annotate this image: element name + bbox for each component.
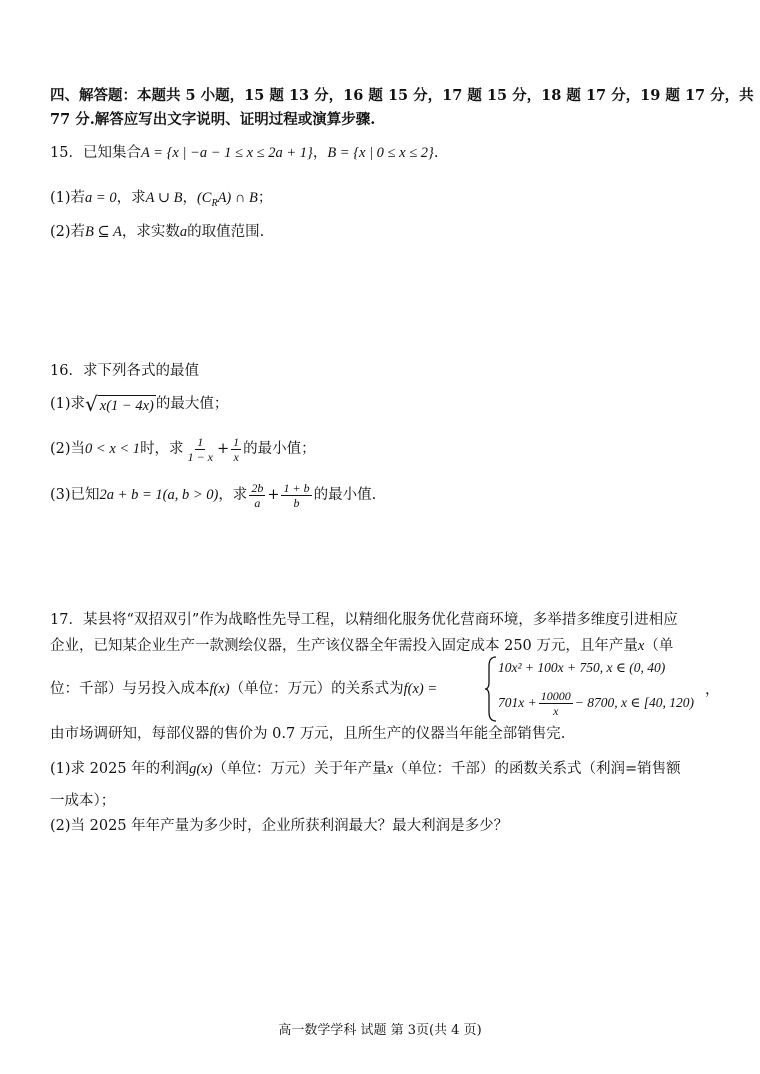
q15-part1: (1)若a = 0，求A ∪ B，$(C_RA)$ ∩ B；	[50, 190, 273, 209]
fraction: $\frac{2b}{a}$	[251, 480, 264, 510]
fraction: $\frac{1}{x}$	[233, 434, 240, 464]
left-brace-icon	[484, 656, 498, 722]
fraction: $\frac{10000}{x}$	[540, 689, 571, 719]
q15-stem: 15．已知集合A = {x | −a − 1 ≤ x ≤ 2a + 1}，B = {x | 0 ≤ x ≤ 2}.	[50, 145, 439, 161]
section-header-line1: 四、解答题：本题共 5 小题，15 题 13 分，16 题 15 分，17 题 15 分，18 题 17 分，19 题 17 分，共	[50, 87, 754, 104]
q17-part1-cont: 一成本）；	[50, 793, 116, 809]
q16-part3: (3)已知2a + b = 1(a, b > 0)，求 $\frac{2b}{a}$ + $\frac{1 + b}{b}$ 的最小值.	[50, 480, 377, 510]
q16-stem: 16．求下列各式的最值	[50, 363, 199, 379]
q15-part2: (2)若B ⊆ A，求实数a的取值范围.	[50, 224, 265, 240]
q16-part1: (1)求 √ x(1 − 4x) 的最大值；	[50, 391, 229, 416]
piecewise-case2: 701x + $\frac{10000}{x}$ − 8700, x ∈ [40, 120)	[498, 689, 694, 719]
fraction: $\frac{1 + b}{b}$	[283, 480, 310, 510]
fraction: $\frac{1}{1 - x}$	[187, 434, 213, 464]
piecewise-function	[484, 656, 714, 722]
q17-line1: 17．某县将“双招双引”作为战略性先导工程，以精细化服务优化营商环境，多举措多维度引进相应	[50, 612, 678, 628]
set-b-definition: B = {x | 0 ≤ x ≤ 2}	[327, 145, 434, 161]
q17-part1: (1)求 2025 年的利润g(x)（单位：万元）关于年产量x（单位：千部）的函数关系式（利润=销售额	[50, 761, 681, 777]
page-footer: 高一数学学科 试题 第 3页(共 4 页)	[278, 1023, 482, 1038]
q16-part2: (2)当0 < x < 1时，求 $\frac{1}{1 - x}$ + $\frac{1}{x}$ 的最小值；	[50, 434, 316, 464]
set-a-definition: A = {x | −a − 1 ≤ x ≤ 2a + 1}	[140, 145, 313, 161]
q17-line3: 位：千部）与另投入成本f(x)（单位：万元）的关系式为f(x) =	[50, 681, 438, 697]
piecewise-case1: 10x² + 100x + 750, x ∈ (0, 40)	[498, 660, 666, 675]
square-root: √ x(1 − 4x)	[85, 391, 154, 416]
q17-part2: (2)当 2025 年年产量为多少时，企业所获利润最大？最大利润是多少？	[50, 818, 509, 834]
q17-line4: 由市场调研知，每部仪器的售价为 0.7 万元，且所生产的仪器当年能全部销售完.	[50, 726, 566, 742]
section-header-line2: 77 分.解答应写出文字说明、证明过程或演算步骤.	[50, 111, 376, 128]
q17-line2: 企业，已知某企业生产一款测绘仪器，生产该仪器全年需投入固定成本 250 万元，且年产量x（单	[50, 638, 674, 654]
q17-case-end: ，	[705, 682, 720, 698]
